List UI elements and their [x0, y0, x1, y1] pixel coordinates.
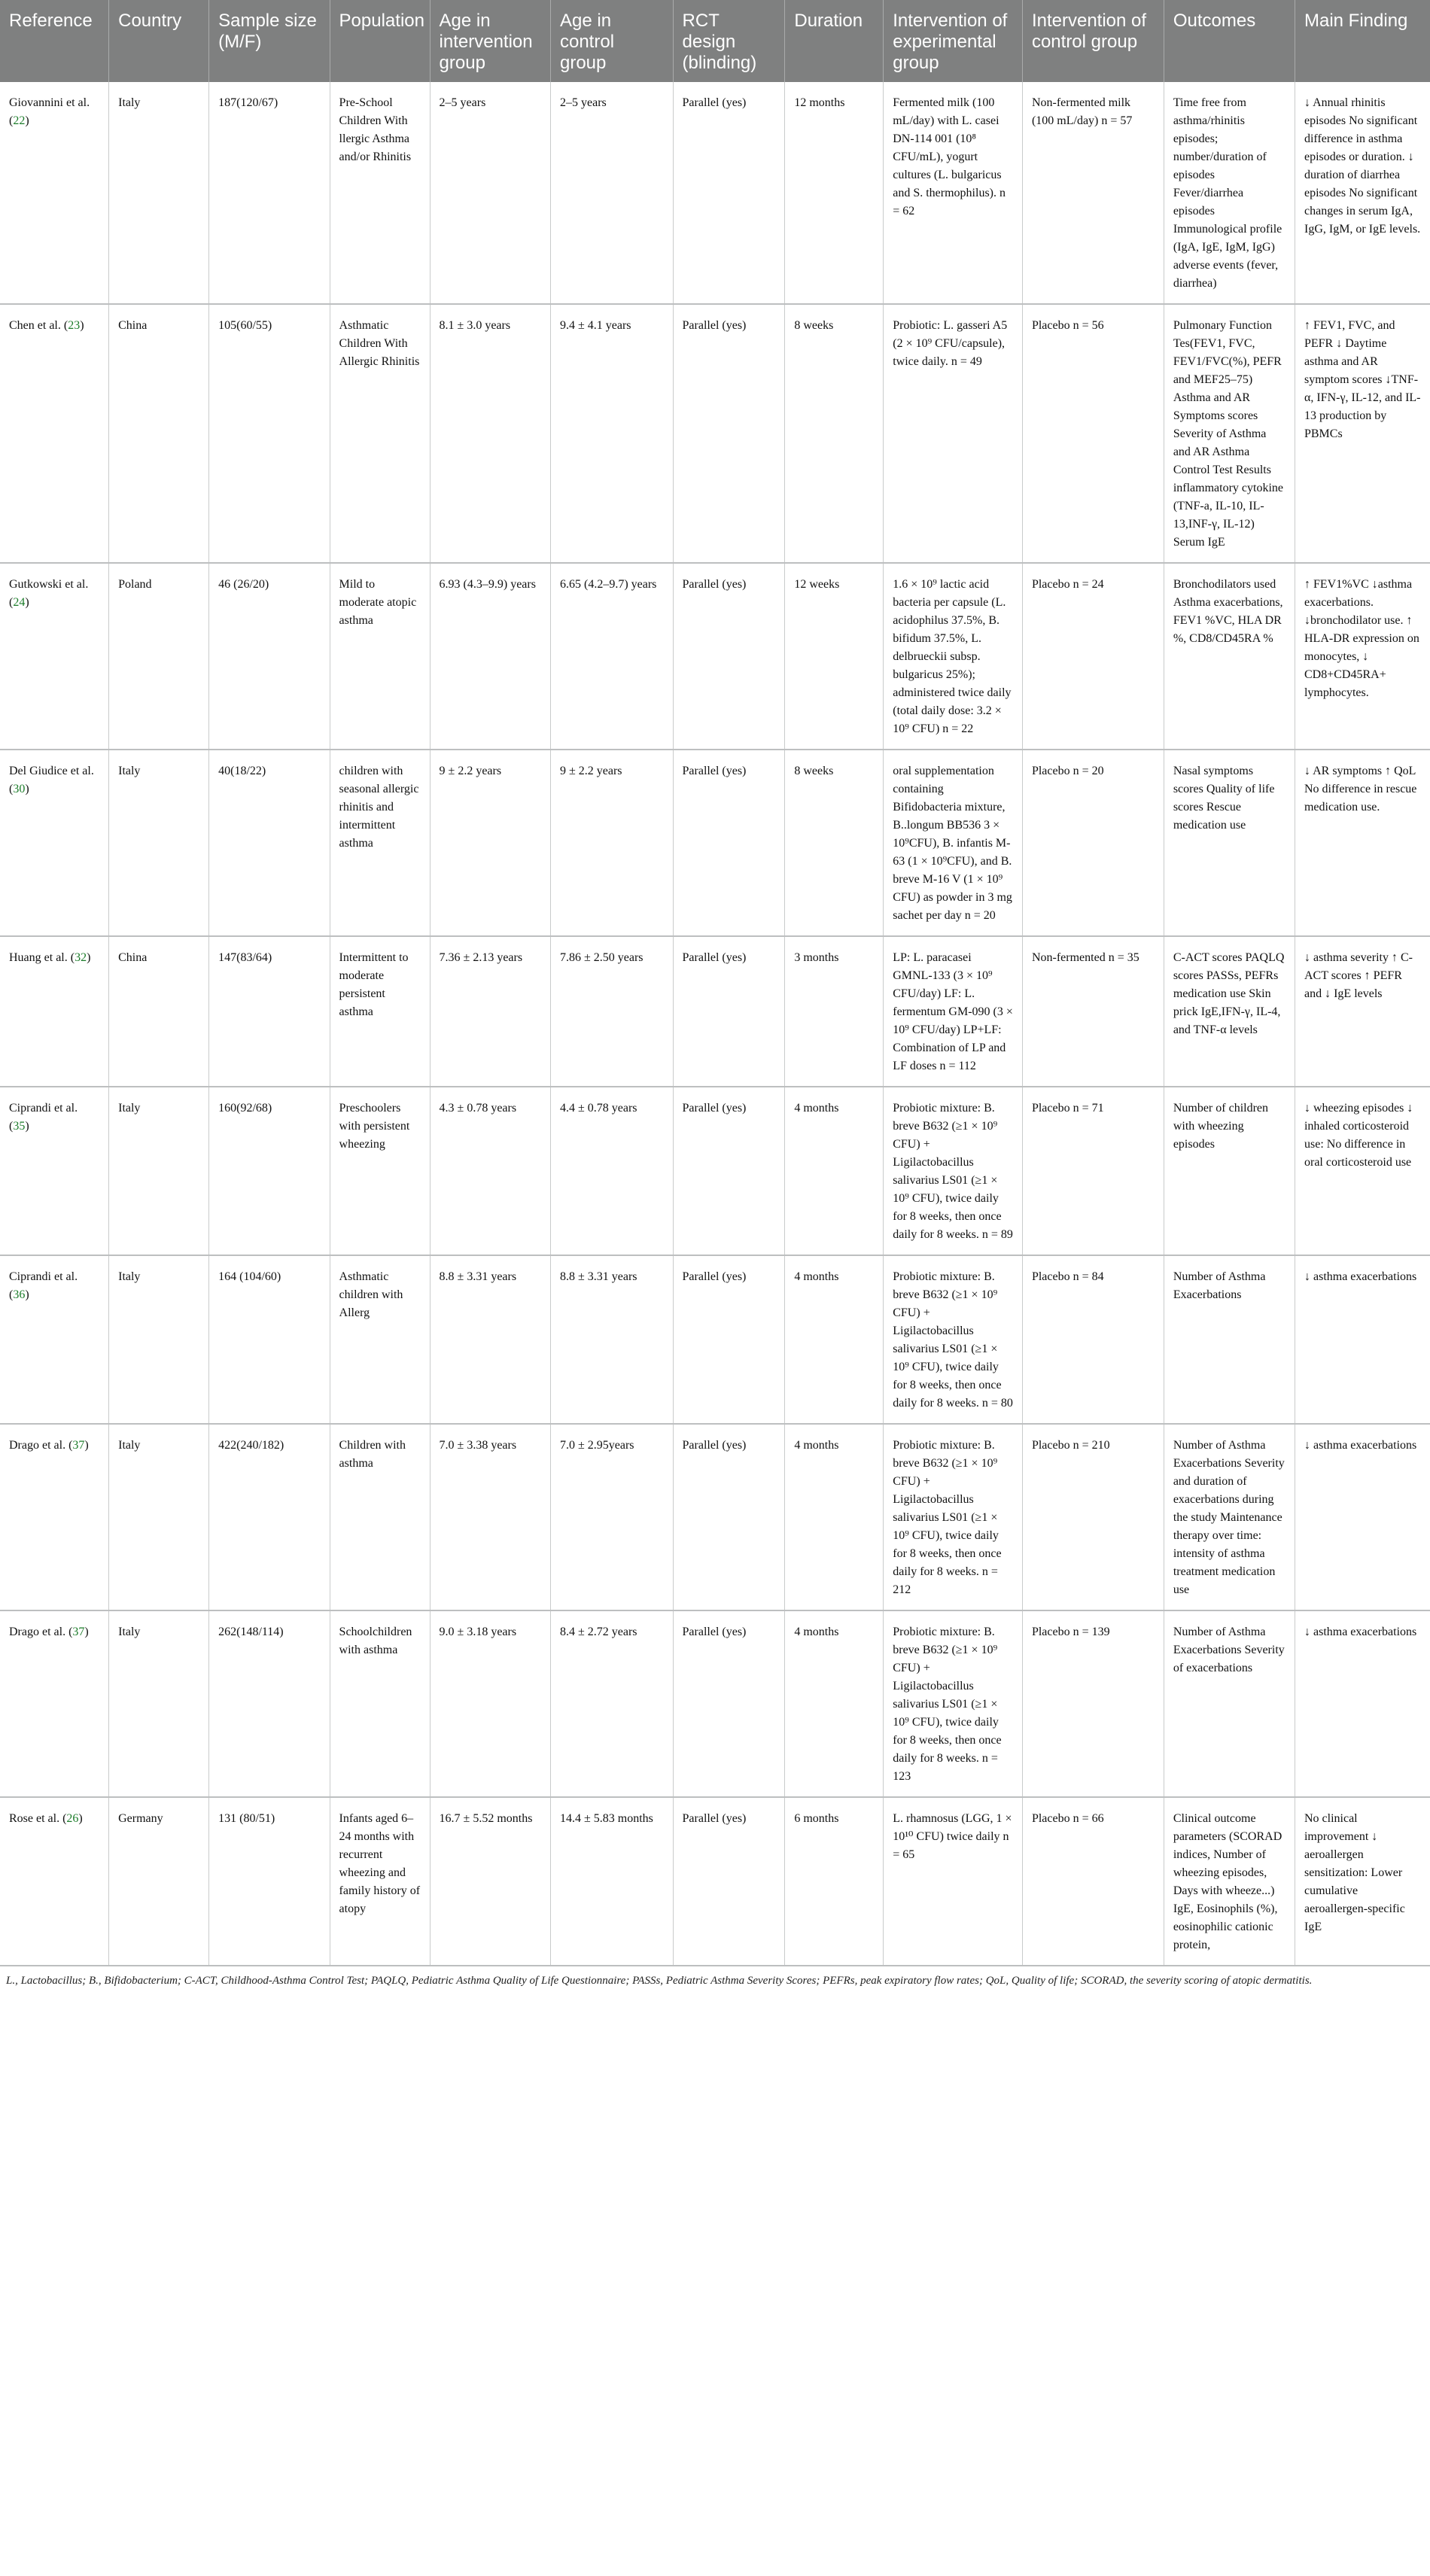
rct-design-cell: Parallel (yes): [673, 1610, 785, 1797]
header-outcomes: Outcomes: [1164, 0, 1295, 82]
outcomes-cell: Number of children with wheezing episodes: [1164, 1087, 1295, 1255]
outcomes-cell: Pulmonary Function Tes(FEV1, FVC, FEV1/FVC(%), PEFR and MEF25–75) Asthma and AR Symptoms scores Severity of Asthma and AR Asthma Control Test Results inflammatory cytokine (TNF-a, IL-10, IL-13,INF-γ, IL-12) Serum IgE: [1164, 304, 1295, 563]
intervention-control-cell: Placebo n = 56: [1022, 304, 1164, 563]
intervention-control-cell: Placebo n = 71: [1022, 1087, 1164, 1255]
header-rct-design: RCT design (blinding): [673, 0, 785, 82]
duration-cell: 8 weeks: [785, 750, 884, 936]
header-duration: Duration: [785, 0, 884, 82]
intervention-control-cell: Placebo n = 84: [1022, 1255, 1164, 1424]
outcomes-cell: Clinical outcome parameters (SCORAD indices, Number of wheezing episodes, Days with wheeze...) IgE, Eosinophils (%), eosinophilic cationic protein,: [1164, 1797, 1295, 1966]
reference-cell: Gutkowski et al. (24): [0, 563, 109, 750]
reference-link[interactable]: 37: [72, 1439, 85, 1452]
header-age-intervention: Age in intervention group: [430, 0, 550, 82]
sample-size-cell: 40(18/22): [209, 750, 330, 936]
reference-author: Drago et al.: [9, 1439, 66, 1452]
header-sample-size: Sample size (M/F): [209, 0, 330, 82]
reference-author: Gutkowski et al.: [9, 578, 89, 592]
age-control-cell: 9.4 ± 4.1 years: [550, 304, 673, 563]
intervention-control-cell: Placebo n = 66: [1022, 1797, 1164, 1966]
age-intervention-cell: 9 ± 2.2 years: [430, 750, 550, 936]
table-row: [0, 750, 1430, 936]
reference-link[interactable]: 35: [13, 1120, 26, 1133]
sample-size-cell: 46 (26/20): [209, 563, 330, 750]
reference-link[interactable]: 32: [75, 951, 87, 965]
age-intervention-cell: 2–5 years: [430, 82, 550, 304]
main-finding-cell: ↓ AR symptoms ↑ QoL No difference in rescue medication use.: [1304, 765, 1417, 814]
age-control-cell: 2–5 years: [550, 82, 673, 304]
rct-design-cell: Parallel (yes): [673, 82, 785, 304]
main-finding-cell: ↓ wheezing episodes ↓ inhaled corticosteroid use: No difference in oral corticosteroid use: [1304, 1102, 1413, 1169]
country-cell: Italy: [109, 750, 209, 936]
intervention-control-cell: Placebo n = 139: [1022, 1610, 1164, 1797]
intervention-experimental-cell: oral supplementation containing Bifidobacteria mixture, B..longum BB536 3 × 10⁹CFU), B. infantis M-63 (1 × 10⁹CFU), and B. breve M-16 V (1 × 10⁹ CFU) as powder in 3 mg sachet per day n = 20: [884, 750, 1023, 936]
age-intervention-cell: 8.1 ± 3.0 years: [430, 304, 550, 563]
intervention-control-cell: Non-fermented milk (100 mL/day) n = 57: [1022, 82, 1164, 304]
header-intervention-control: Intervention of control group: [1022, 0, 1164, 82]
rct-design-cell: Parallel (yes): [673, 1255, 785, 1424]
population-cell: Mild to moderate atopic asthma: [330, 563, 430, 750]
intervention-experimental-cell: 1.6 × 10⁹ lactic acid bacteria per capsule (L. acidophilus 37.5%, B. bifidum 37.5%, L. delbrueckii subsp. bulgaricus 25%); administered twice daily (total daily dose: 3.2 × 10⁹ CFU) n = 22: [884, 563, 1023, 750]
outcomes-cell: Number of Asthma Exacerbations Severity of exacerbations: [1164, 1610, 1295, 1797]
main-finding-cell: ↓ asthma exacerbations: [1304, 1270, 1417, 1284]
main-finding-cell: ↑ FEV1, FVC, and PEFR ↓ Daytime asthma and AR symptom scores ↓TNF-α, IFN-γ, IL-12, and IL-13 production by PBMCs: [1304, 319, 1421, 441]
population-cell: Children with asthma: [330, 1424, 430, 1610]
age-intervention-cell: 7.36 ± 2.13 years: [430, 936, 550, 1087]
duration-cell: 12 months: [785, 82, 884, 304]
sample-size-cell: 164 (104/60): [209, 1255, 330, 1424]
header-population: Population: [330, 0, 430, 82]
age-intervention-cell: 9.0 ± 3.18 years: [430, 1610, 550, 1797]
age-intervention-cell: 4.3 ± 0.78 years: [430, 1087, 550, 1255]
table-row: [0, 1610, 1430, 1797]
reference-author: Chen et al.: [9, 319, 61, 333]
rct-design-cell: Parallel (yes): [673, 750, 785, 936]
duration-cell: 4 months: [785, 1610, 884, 1797]
reference-link[interactable]: 36: [13, 1288, 26, 1302]
reference-author: Ciprandi et al.: [9, 1102, 78, 1115]
sample-size-cell: 262(148/114): [209, 1610, 330, 1797]
population-cell: Asthmatic Children With Allergic Rhinitis: [330, 304, 430, 563]
population-cell: Infants aged 6–24 months with recurrent wheezing and family history of atopy: [330, 1797, 430, 1966]
table-row: [0, 1424, 1430, 1610]
intervention-experimental-cell: Probiotic mixture: B. breve B632 (≥1 × 10⁹ CFU) + Ligilactobacillus salivarius LS01 (≥1 × 10⁹ CFU), twice daily for 8 weeks, then once daily for 8 weeks. n = 212: [884, 1424, 1023, 1610]
table-row: [0, 304, 1430, 563]
reference-cell: Del Giudice et al. (30): [0, 750, 109, 936]
outcomes-cell: Nasal symptoms scores Quality of life scores Rescue medication use: [1164, 750, 1295, 936]
reference-author: Giovannini et al.: [9, 96, 90, 110]
duration-cell: 8 weeks: [785, 304, 884, 563]
outcomes-cell: C-ACT scores PAQLQ scores PASSs, PEFRs medication use Skin prick IgE,IFN-γ, IL-4, and TNF-α levels: [1164, 936, 1295, 1087]
outcomes-cell: Number of Asthma Exacerbations Severity and duration of exacerbations during the study Maintenance therapy over time: intensity of asthma treatment medication use: [1164, 1424, 1295, 1610]
age-intervention-cell: 16.7 ± 5.52 months: [430, 1797, 550, 1966]
main-finding-cell: ↓ asthma exacerbations: [1304, 1439, 1417, 1452]
reference-cell: Chen et al. (23): [0, 304, 109, 563]
country-cell: Italy: [109, 1424, 209, 1610]
intervention-experimental-cell: Probiotic mixture: B. breve B632 (≥1 × 10⁹ CFU) + Ligilactobacillus salivarius LS01 (≥1 × 10⁹ CFU), twice daily for 8 weeks, then once daily for 8 weeks. n = 89: [884, 1087, 1023, 1255]
age-control-cell: 14.4 ± 5.83 months: [550, 1797, 673, 1966]
age-control-cell: 7.0 ± 2.95years: [550, 1424, 673, 1610]
table-body: [0, 82, 1430, 1966]
intervention-experimental-cell: Fermented milk (100 mL/day) with L. casei DN-114 001 (10⁸ CFU/mL), yogurt cultures (L. bulgaricus and S. thermophilus). n = 62: [884, 82, 1023, 304]
table-row: [0, 82, 1430, 304]
country-cell: Italy: [109, 1255, 209, 1424]
reference-link[interactable]: 37: [72, 1626, 85, 1639]
intervention-experimental-cell: Probiotic: L. gasseri A5 (2 × 10⁹ CFU/capsule), twice daily. n = 49: [884, 304, 1023, 563]
reference-link[interactable]: 26: [66, 1812, 79, 1826]
duration-cell: 4 months: [785, 1087, 884, 1255]
population-cell: Pre-School Children With llergic Asthma and/or Rhinitis: [330, 82, 430, 304]
intervention-control-cell: Non-fermented n = 35: [1022, 936, 1164, 1087]
header-intervention-experimental: Intervention of experimental group: [884, 0, 1023, 82]
reference-cell: Giovannini et al. (22): [0, 82, 109, 304]
main-finding-cell: ↓ asthma severity ↑ C-ACT scores ↑ PEFR and ↓ IgE levels: [1304, 951, 1413, 1001]
reference-link[interactable]: 23: [68, 319, 81, 333]
age-control-cell: 4.4 ± 0.78 years: [550, 1087, 673, 1255]
population-cell: Schoolchildren with asthma: [330, 1610, 430, 1797]
country-cell: Italy: [109, 1087, 209, 1255]
table-row: [0, 1255, 1430, 1424]
rct-design-cell: Parallel (yes): [673, 1424, 785, 1610]
table-footnote: L., Lactobacillus; B., Bifidobacterium; C-ACT, Childhood-Asthma Control Test; PAQLQ, Pediatric Asthma Quality of Life Questionnaire; PASSs, Pediatric Asthma Severity Scores; PEFRs, peak expiratory flow rates; QoL, Quality of life; SCORAD, the severity scoring of atopic dermatitis.: [6, 1975, 1313, 1988]
population-cell: children with seasonal allergic rhinitis and intermittent asthma: [330, 750, 430, 936]
reference-author: Ciprandi et al.: [9, 1270, 78, 1284]
main-finding-cell: No clinical improvement ↓ aeroallergen sensitization: Lower cumulative aeroallergen-specific IgE: [1304, 1812, 1405, 1934]
country-cell: Italy: [109, 1610, 209, 1797]
reference-cell: Ciprandi et al. (36): [0, 1255, 109, 1424]
duration-cell: 4 months: [785, 1255, 884, 1424]
sample-size-cell: 131 (80/51): [209, 1797, 330, 1966]
header-country: Country: [109, 0, 209, 82]
intervention-experimental-cell: Probiotic mixture: B. breve B632 (≥1 × 10⁹ CFU) + Ligilactobacillus salivarius LS01 (≥1 × 10⁹ CFU), twice daily for 8 weeks, then once daily for 8 weeks. n = 123: [884, 1610, 1023, 1797]
header-age-control: Age in control group: [550, 0, 673, 82]
age-control-cell: 8.4 ± 2.72 years: [550, 1610, 673, 1797]
reference-author: Huang et al.: [9, 951, 68, 965]
rct-design-cell: Parallel (yes): [673, 1797, 785, 1966]
reference-cell: Huang et al. (32): [0, 936, 109, 1087]
reference-cell: Drago et al. (37): [0, 1610, 109, 1797]
rct-design-cell: Parallel (yes): [673, 936, 785, 1087]
main-finding-cell: ↓ asthma exacerbations: [1304, 1626, 1417, 1639]
sample-size-cell: 422(240/182): [209, 1424, 330, 1610]
table-row: [0, 563, 1430, 750]
intervention-experimental-cell: L. rhamnosus (LGG, 1 × 10¹⁰ CFU) twice daily n = 65: [884, 1797, 1023, 1966]
reference-author: Drago et al.: [9, 1626, 66, 1639]
reference-author: Del Giudice et al.: [9, 765, 94, 778]
table-row: [0, 1797, 1430, 1966]
outcomes-cell: Time free from asthma/rhinitis episodes; number/duration of episodes Fever/diarrhea episodes Immunological profile (IgA, IgE, IgM, IgG) adverse events (fever, diarrhea): [1164, 82, 1295, 304]
duration-cell: 6 months: [785, 1797, 884, 1966]
intervention-control-cell: Placebo n = 20: [1022, 750, 1164, 936]
intervention-control-cell: Placebo n = 24: [1022, 563, 1164, 750]
intervention-control-cell: Placebo n = 210: [1022, 1424, 1164, 1610]
age-control-cell: 6.65 (4.2–9.7) years: [550, 563, 673, 750]
outcomes-cell: Number of Asthma Exacerbations: [1164, 1255, 1295, 1424]
country-cell: China: [109, 936, 209, 1087]
table-row: [0, 1087, 1430, 1255]
population-cell: Intermittent to moderate persistent asthma: [330, 936, 430, 1087]
header-main-finding: Main Finding: [1295, 0, 1430, 82]
main-finding-cell: ↓ Annual rhinitis episodes No significant difference in asthma episodes or duration. ↓ duration of diarrhea episodes No significant changes in serum IgA, IgG, IgM, or IgE levels.: [1304, 96, 1421, 236]
sample-size-cell: 187(120/67): [209, 82, 330, 304]
intervention-experimental-cell: LP: L. paracasei GMNL-133 (3 × 10⁹ CFU/day) LF: L. fermentum GM-090 (3 × 10⁹ CFU/day) LP+LF: Combination of LP and LF doses n = 112: [884, 936, 1023, 1087]
age-control-cell: 9 ± 2.2 years: [550, 750, 673, 936]
header-row: [0, 0, 1430, 82]
main-finding-cell: ↑ FEV1%VC ↓asthma exacerbations. ↓bronchodilator use. ↑ HLA-DR expression on monocytes, ↓ CD8+CD45RA+ lymphocytes.: [1304, 578, 1419, 700]
table-row: [0, 936, 1430, 1087]
age-intervention-cell: 7.0 ± 3.38 years: [430, 1424, 550, 1610]
age-control-cell: 8.8 ± 3.31 years: [550, 1255, 673, 1424]
duration-cell: 12 weeks: [785, 563, 884, 750]
duration-cell: 4 months: [785, 1424, 884, 1610]
reference-link[interactable]: 24: [13, 596, 26, 610]
sample-size-cell: 147(83/64): [209, 936, 330, 1087]
header-reference: Reference: [0, 0, 109, 82]
sample-size-cell: 105(60/55): [209, 304, 330, 563]
age-control-cell: 7.86 ± 2.50 years: [550, 936, 673, 1087]
country-cell: Germany: [109, 1797, 209, 1966]
country-cell: Italy: [109, 82, 209, 304]
rct-design-cell: Parallel (yes): [673, 304, 785, 563]
reference-link[interactable]: 30: [13, 783, 26, 796]
age-intervention-cell: 8.8 ± 3.31 years: [430, 1255, 550, 1424]
population-cell: Preschoolers with persistent wheezing: [330, 1087, 430, 1255]
country-cell: China: [109, 304, 209, 563]
reference-cell: Drago et al. (37): [0, 1424, 109, 1610]
sample-size-cell: 160(92/68): [209, 1087, 330, 1255]
intervention-experimental-cell: Probiotic mixture: B. breve B632 (≥1 × 10⁹ CFU) + Ligilactobacillus salivarius LS01 (≥1 × 10⁹ CFU), twice daily for 8 weeks, then once daily for 8 weeks. n = 80: [884, 1255, 1023, 1424]
rct-design-cell: Parallel (yes): [673, 1087, 785, 1255]
reference-author: Rose et al.: [9, 1812, 60, 1826]
population-cell: Asthmatic children with Allerg: [330, 1255, 430, 1424]
rct-design-cell: Parallel (yes): [673, 563, 785, 750]
reference-cell: Ciprandi et al. (35): [0, 1087, 109, 1255]
duration-cell: 3 months: [785, 936, 884, 1087]
age-intervention-cell: 6.93 (4.3–9.9) years: [430, 563, 550, 750]
outcomes-cell: Bronchodilators used Asthma exacerbations, FEV1 %VC, HLA DR %, CD8/CD45RA %: [1164, 563, 1295, 750]
reference-cell: Rose et al. (26): [0, 1797, 109, 1966]
reference-link[interactable]: 22: [13, 114, 26, 128]
country-cell: Poland: [109, 563, 209, 750]
